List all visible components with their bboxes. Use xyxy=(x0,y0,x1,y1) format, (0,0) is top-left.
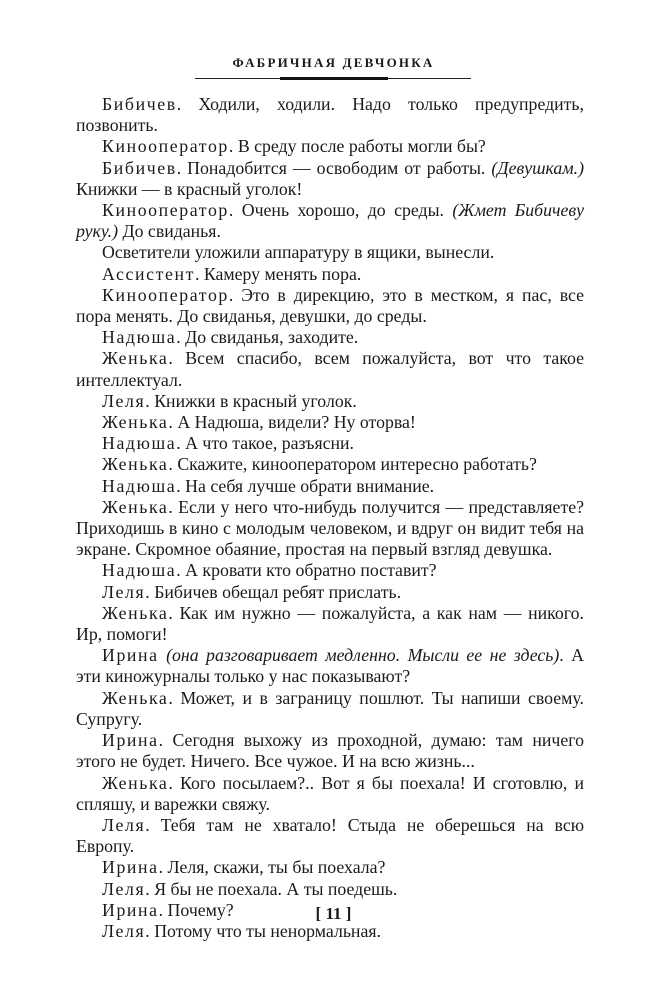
stage-direction: (Девушкам.) xyxy=(491,157,584,178)
speaker: Бибичев xyxy=(102,157,177,178)
dialogue-line xyxy=(76,348,584,390)
speech xyxy=(159,645,166,665)
speech: . Бибичев обещал ребят прислать. xyxy=(145,581,402,602)
speech: . Леля, скажи, ты бы поехала? xyxy=(158,857,386,878)
dialogue-line xyxy=(76,433,584,454)
dialogue-line xyxy=(76,560,584,581)
speaker: Леля xyxy=(102,581,146,602)
dialogue-line xyxy=(76,497,584,561)
speech: . Я бы не поехала. А ты поедешь. xyxy=(145,878,398,899)
header-rule xyxy=(195,77,471,80)
dialogue-line xyxy=(76,94,584,136)
speech: . Тебя там не хватало! Стыда не оберешься на всю Европу. xyxy=(76,814,584,857)
dialogue-line xyxy=(76,327,584,348)
speaker: Ирина xyxy=(102,899,159,920)
speech: . Почему? xyxy=(158,899,234,920)
stage-note xyxy=(76,242,584,263)
speaker: Женька xyxy=(102,348,169,369)
speaker: Леля xyxy=(102,814,146,835)
speaker: Кинооператор xyxy=(102,200,229,221)
speech: . Сегодня выхожу из проходной, думаю: там ничего этого не будет. Ничего. Все чужое. И на всю жизнь... xyxy=(76,730,584,772)
speech: . Потому что ты ненормальная. xyxy=(145,920,381,941)
dialogue-line xyxy=(76,730,584,772)
speaker: Надюша xyxy=(102,433,177,454)
speech: . А Надюша, видели? Ну оторва! xyxy=(168,412,416,433)
speech: . Ходили, ходили. Надо только предупредить, позвонить. xyxy=(76,94,584,136)
speech: . Камеру менять пора. xyxy=(194,263,362,284)
speaker: Надюша xyxy=(102,475,177,496)
dialogue-line xyxy=(76,412,584,433)
dialogue-line xyxy=(76,857,584,878)
running-header xyxy=(0,52,667,71)
speech: Книжки — в красный уголок! xyxy=(76,178,303,199)
header-rule-thick xyxy=(280,77,388,80)
speech: . В среду после работы могли бы? xyxy=(228,136,486,157)
stage-direction: (Жмет Бибичеву руку.) xyxy=(76,200,585,242)
dialogue-line xyxy=(76,645,584,687)
dialogue-line xyxy=(76,815,584,857)
dialogue-line xyxy=(76,603,584,645)
speaker: Ассистент xyxy=(102,263,195,284)
speech: . Как им нужно — пожалуйста, а как нам — никого. Ир, помоги! xyxy=(76,602,584,645)
speaker: Надюша xyxy=(102,560,177,581)
speaker: Женька xyxy=(102,454,169,475)
speech: . Понадобится — освободим от работы. xyxy=(176,157,492,178)
dialogue-line xyxy=(76,136,584,157)
speech: . А кровати кто обратно поставит? xyxy=(176,560,437,581)
speaker: Женька xyxy=(102,687,169,708)
speech: . Это в дирекцию, это в местком, я пас, все пора менять. До свиданья, девушки, до среды. xyxy=(76,284,584,327)
speaker: Ирина xyxy=(102,730,159,751)
speech: . А что такое, разъясни. xyxy=(176,433,354,454)
speaker: Женька xyxy=(102,412,169,433)
dialogue-line xyxy=(76,454,584,475)
speech: . Книжки в красный уголок. xyxy=(145,390,357,411)
dialogue-line xyxy=(76,879,584,900)
speech: . До свиданья, заходите. xyxy=(176,327,359,348)
speech: Осветители уложили аппаратуру в ящики, вынесли. xyxy=(102,242,495,263)
speech: . Если у него что-нибудь получится — представляете? Приходишь в кино с молодым человеком, и вдруг он видит тебя на экране. Скромное обаяние, простая на первый взгляд девушка. xyxy=(76,496,584,560)
speech: До свиданья. xyxy=(118,221,221,242)
speech: . Может, и в заграницу пошлют. Ты напиши своему. Супругу. xyxy=(76,687,584,729)
dialogue-line xyxy=(76,285,584,327)
dialogue-line xyxy=(76,921,584,942)
speech: . Кого посылаем?.. Вот я бы поехала! И сготовлю, и спляшу, и варежки свяжу. xyxy=(76,772,584,814)
speaker: Леля xyxy=(102,390,146,411)
page-number: [ 11 ] xyxy=(315,904,352,923)
speech: . А эти киножурналы только у нас показывают? xyxy=(76,645,584,687)
speaker: Женька xyxy=(102,772,169,793)
dialogue-line xyxy=(76,476,584,497)
speech: . На себя лучше обрати внимание. xyxy=(176,475,435,496)
speaker: Леля xyxy=(102,878,146,899)
speaker: Женька xyxy=(102,602,169,623)
speaker: Надюша xyxy=(102,327,177,348)
speaker: Леля xyxy=(102,920,146,941)
speaker: Бибичев xyxy=(102,94,177,114)
speaker: Женька xyxy=(102,496,169,517)
speech: . Всем спасибо, всем пожалуйста, вот что такое интеллектуал. xyxy=(76,348,584,390)
speech: . Скажите, кинооператором интересно работать? xyxy=(168,454,537,475)
dialogue-line xyxy=(76,773,584,815)
dialogue-line xyxy=(76,582,584,603)
speech: . Очень хорошо, до среды. xyxy=(228,200,453,221)
stage-direction: (она разговаривает медленно. Мысли ее не здесь) xyxy=(166,645,560,666)
speaker: Ирина xyxy=(102,857,159,878)
running-title: ФАБРИЧНАЯ ДЕВЧОНКА xyxy=(232,55,435,70)
speaker: Кинооператор xyxy=(102,284,229,305)
speaker: Ирина xyxy=(102,645,159,666)
dialogue-line xyxy=(76,688,584,730)
play-text xyxy=(76,94,584,942)
dialogue-line xyxy=(76,391,584,412)
speaker: Кинооператор xyxy=(102,136,229,157)
dialogue-line xyxy=(76,200,584,242)
dialogue-line xyxy=(76,264,584,285)
dialogue-line xyxy=(76,158,584,200)
